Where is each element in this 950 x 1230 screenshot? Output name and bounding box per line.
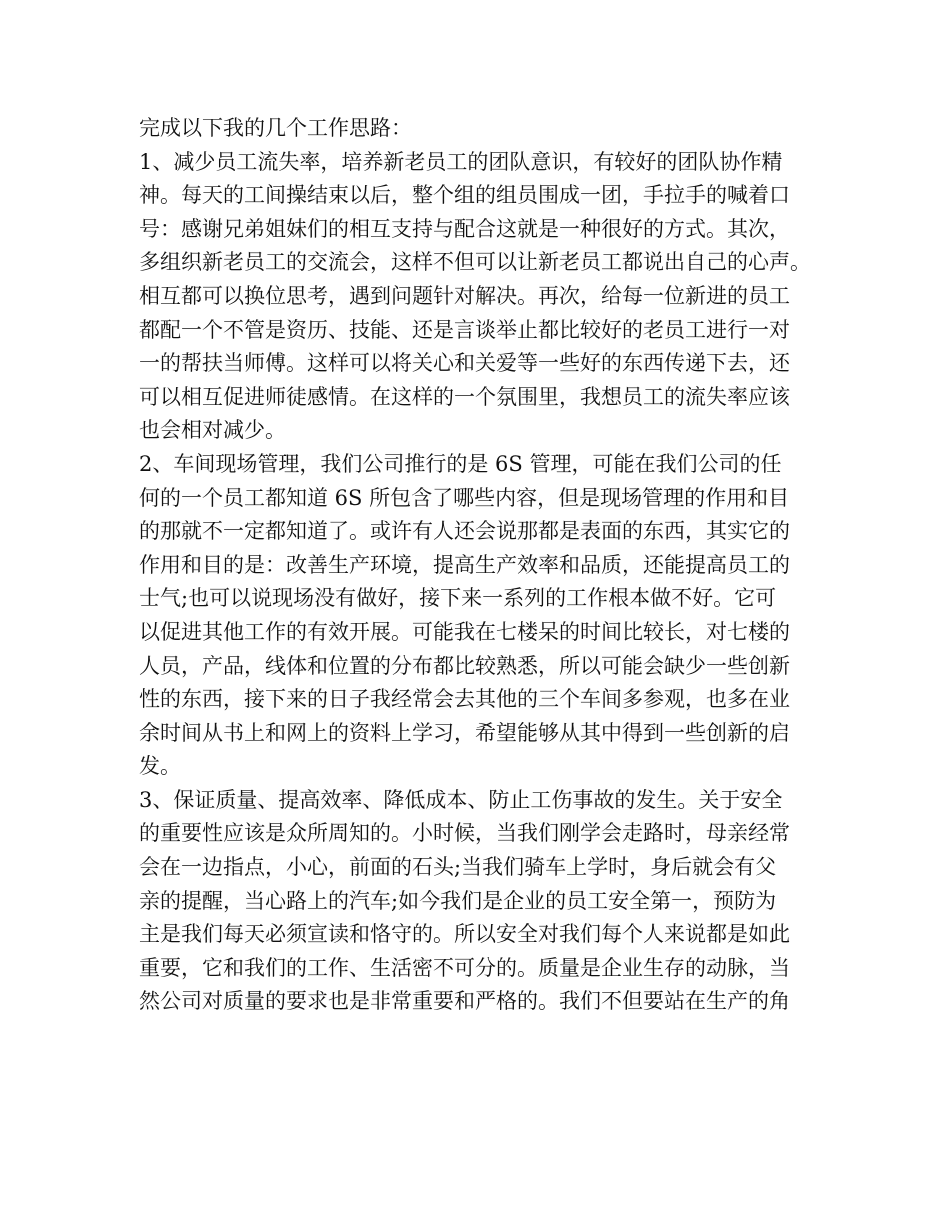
text-line: 余时间从书上和网上的资料上学习，希望能够从其中得到一些创新的启 [139,720,790,745]
text-line: 多组织新老员工的交流会，这样不但可以让新老员工都说出自己的心声。 [139,250,811,275]
text-line: 1、减少员工流失率，培养新老员工的团队意识，有较好的团队协作精 [139,149,783,174]
document-body [139,112,829,1019]
text-line: 人员，产品，线体和位置的分布都比较熟悉，所以可能会缺少一些创新 [139,653,790,678]
text-line: 亲的提醒，当心路上的汽车;如今我们是企业的员工安全第一，预防为 [139,888,777,913]
text-line: 主是我们每天必须宣读和恪守的。所以安全对我们每个人来说都是如此 [139,922,790,947]
text-line: 完成以下我的几个工作思路： [139,116,412,140]
text-line: 2、车间现场管理，我们公司推行的是 6S 管理，可能在我们公司的任 [139,451,782,476]
text-line: 都配一个不管是资历、技能、还是言谈举止都比较好的老员工进行一对 [139,317,790,342]
text-line: 的那就不一定都知道了。或许有人还会说那都是表面的东西，其实它的 [139,519,790,544]
text-line: 性的东西，接下来的日子我经常会去其他的三个车间多参观，也多在业 [139,687,790,712]
text-line: 3、保证质量、提高效率、降低成本、防止工伤事故的发生。关于安全 [139,787,783,812]
text-line: 以促进其他工作的有效开展。可能我在七楼呆的时间比较长，对七楼的 [139,619,790,644]
text-line: 作用和目的是：改善生产环境，提高生产效率和品质，还能提高员工的 [139,552,790,577]
text-line: 相互都可以换位思考，遇到问题针对解决。再次，给每一位新进的员工 [139,283,790,308]
text-line: 一的帮扶当师傅。这样可以将关心和关爱等一些好的东西传递下去，还 [139,351,790,376]
text-line: 何的一个员工都知道 6S 所包含了哪些内容，但是现场管理的作用和目 [139,485,790,510]
text-line: 会在一边指点，小心，前面的石头;当我们骑车上学时，身后就会有父 [139,855,777,880]
text-line: 可以相互促进师徒感情。在这样的一个氛围里，我想员工的流失率应该 [139,384,790,409]
text-line: 发。 [139,754,181,779]
text-line: 士气;也可以说现场没有做好，接下来一系列的工作根本做不好。它可 [139,586,777,611]
text-line: 号：感谢兄弟姐妹们的相互支持与配合这就是一种很好的方式。其次， [139,216,790,241]
text-line: 然公司对质量的要求也是非常重要和严格的。我们不但要站在生产的角 [139,989,790,1014]
text-line: 神。每天的工间操结束以后，整个组的组员围成一团，手拉手的喊着口 [139,183,790,208]
text-line: 的重要性应该是众所周知的。小时候，当我们刚学会走路时，母亲经常 [139,821,790,846]
text-line: 重要，它和我们的工作、生活密不可分的。质量是企业生存的动脉，当 [139,955,790,980]
text-line: 也会相对减少。 [139,418,286,443]
